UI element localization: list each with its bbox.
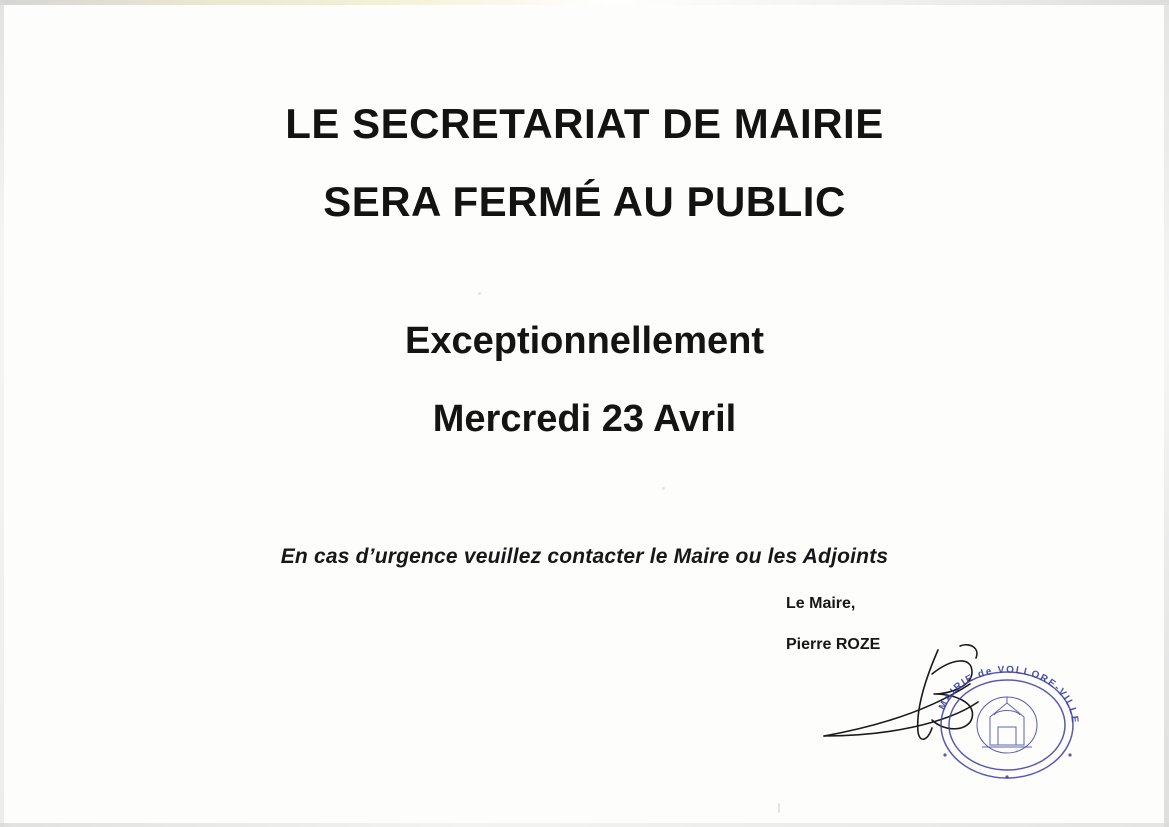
svg-text:MAIRIE de VOLLORE-VILLE: MAIRIE de VOLLORE-VILLE (937, 664, 1081, 725)
scan-speck (778, 803, 780, 813)
signoff-role: Le Maire, (786, 595, 856, 612)
signoff-name: Pierre ROZE (786, 636, 881, 653)
headline-line-2: SERA FERMÉ AU PUBLIC (323, 178, 846, 225)
scan-speck (662, 487, 665, 490)
scan-speck (478, 292, 481, 295)
subheadline-line-1: Exceptionnellement (405, 320, 764, 362)
handwritten-signature-icon (820, 640, 1050, 770)
headline-line-1: LE SECRETARIAT DE MAIRIE (285, 100, 884, 147)
scan-edge-bottom (0, 823, 1169, 827)
emergency-notice-text: En cas d’urgence veuillez contacter le Maire ou les Adjoints (280, 545, 889, 568)
subheadline-line-2: Mercredi 23 Avril (432, 398, 737, 440)
scan-edge-top (0, 0, 1169, 5)
official-round-stamp-icon (920, 655, 1095, 785)
